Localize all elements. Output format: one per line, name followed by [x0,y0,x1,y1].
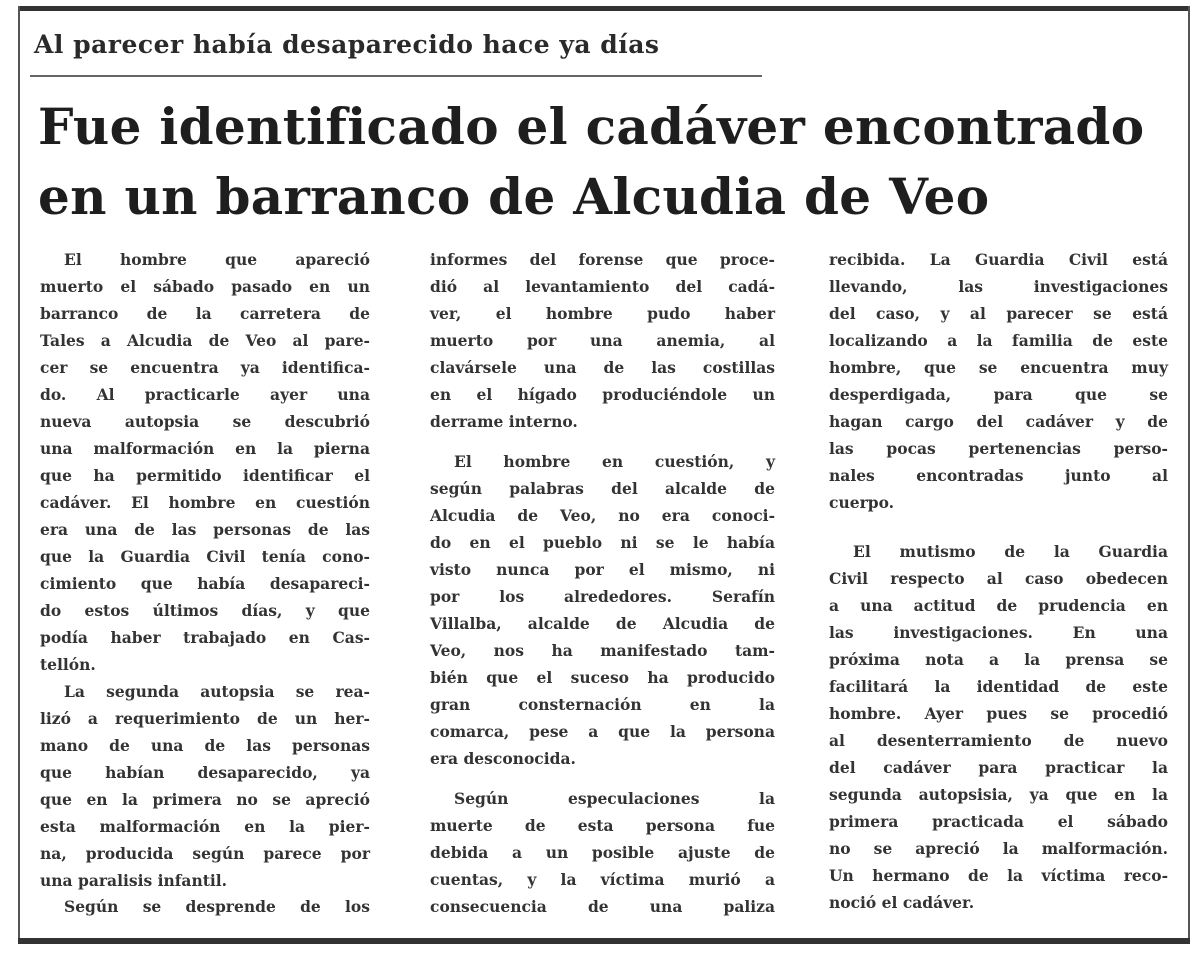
text-line: muerto por una anemia, al [430,331,775,350]
text-line: en el hígado produciéndole un [430,385,775,404]
text-line: nales encontradas junto al [829,466,1168,485]
text-line: noció el cadáver. [829,893,975,912]
text-line: recibida. La Guardia Civil está [829,250,1168,269]
text-line: segunda autopsisia, ya que en la [829,785,1168,804]
text-line: cimiento que había desapareci- [40,574,370,593]
paragraph [40,678,370,894]
text-line: Villalba, alcalde de Alcudia de [430,614,775,633]
text-line: Un hermano de la víctima reco- [829,866,1168,885]
text-line: muerte de esta persona fue [430,816,775,835]
headline-line-2: en un barranco de Alcudia de Veo [38,167,990,226]
text-line: cer se encuentra ya identifica- [40,358,370,377]
paragraph [430,246,775,435]
text-line: del caso, y al parecer se está [829,304,1168,323]
text-line: Veo, nos ha manifestado tam- [430,641,775,660]
text-line: podía haber trabajado en Cas- [40,628,370,647]
paragraph [430,448,775,772]
text-line: era una de las personas de las [40,520,370,539]
text-line: llevando, las investigaciones [829,277,1168,296]
text-line: una malformación en la pierna [40,439,370,458]
text-line: comarca, pese a que la persona [430,722,775,741]
text-line: Según se desprende de los [64,897,370,916]
text-line: localizando a la familia de este [829,331,1168,350]
text-line: las investigaciones. En una [829,623,1168,642]
text-line: primera practicada el sábado [829,812,1168,831]
text-line: La segunda autopsia se rea- [64,682,370,701]
text-line: hombre. Ayer pues se procedió [829,704,1168,723]
text-line: El hombre que apareció [64,250,370,269]
text-line: na, producida según parece por [40,844,370,863]
kicker-subheading: Al parecer había desaparecido hace ya días [34,30,660,59]
paragraph [40,893,370,920]
text-line: era desconocida. [430,749,576,768]
text-line: ver, el hombre pudo haber [430,304,775,323]
paragraph [40,246,370,678]
paragraph [829,246,1168,516]
text-line: gran consternación en la [430,695,775,714]
text-line: derrame interno. [430,412,578,431]
text-line: cuentas, y la víctima murió a [430,870,775,889]
text-line: que en la primera no se apreció [40,790,370,809]
text-line: del cadáver para practicar la [829,758,1168,777]
text-line: visto nunca por el mismo, ni [430,560,775,579]
text-line: hagan cargo del cadáver y de [829,412,1168,431]
text-line: Civil respecto al caso obedecen [829,569,1168,588]
text-line: desperdigada, para que se [829,385,1168,404]
text-line: cadáver. El hombre en cuestión [40,493,370,512]
text-line: una paralisis infantil. [40,871,228,890]
text-line: consecuencia de una paliza [430,897,775,916]
text-line: por los alrededores. Serafín [430,587,775,606]
text-line: do en el pueblo ni se le había [430,533,775,552]
text-line: dió al levantamiento del cadá- [430,277,775,296]
text-line: según palabras del alcalde de [430,479,775,498]
headline-line-1: Fue identificado el cadáver encontrado [38,97,1145,156]
paragraph [829,538,1168,916]
text-line: muerto el sábado pasado en un [40,277,370,296]
text-line: tellón. [40,655,96,674]
text-line: hombre, que se encuentra muy [829,358,1168,377]
text-line: lizó a requerimiento de un her- [40,709,370,728]
text-line: al desenterramiento de nuevo [829,731,1168,750]
text-line: mano de una de las personas [40,736,370,755]
text-line: barranco de la carretera de [40,304,370,323]
paragraph [430,785,775,920]
text-line: debida a un posible ajuste de [430,843,775,862]
text-line: a una actitud de prudencia en [829,596,1168,615]
text-line: facilitará la identidad de este [829,677,1168,696]
text-line: Alcudia de Veo, no era conoci- [430,506,775,525]
text-line: que habían desaparecido, ya [40,763,370,782]
text-line: cuerpo. [829,493,895,512]
kicker-underline [30,75,762,77]
text-line: no se apreció la malformación. [829,839,1168,858]
text-line: clavársele una de las costillas [430,358,775,377]
text-line: que ha permitido identificar el [40,466,370,485]
text-line: esta malformación en la pier- [40,817,370,836]
text-line: bién que el suceso ha producido [430,668,775,687]
text-line: El mutismo de la Guardia [853,542,1168,561]
text-line: Tales a Alcudia de Veo al pare- [40,331,370,350]
text-line: nueva autopsia se descubrió [40,412,370,431]
text-line: próxima nota a la prensa se [829,650,1168,669]
headline [38,92,1144,232]
text-line: El hombre en cuestión, y [454,452,775,471]
bottom-border-rule [18,938,1190,944]
text-line: informes del forense que proce- [430,250,775,269]
text-line: Según especulaciones la [454,789,775,808]
text-line: las pocas pertenencias perso- [829,439,1168,458]
text-line: do. Al practicarle ayer una [40,385,370,404]
text-line: que la Guardia Civil tenía cono- [40,547,370,566]
text-line: do estos últimos días, y que [40,601,370,620]
